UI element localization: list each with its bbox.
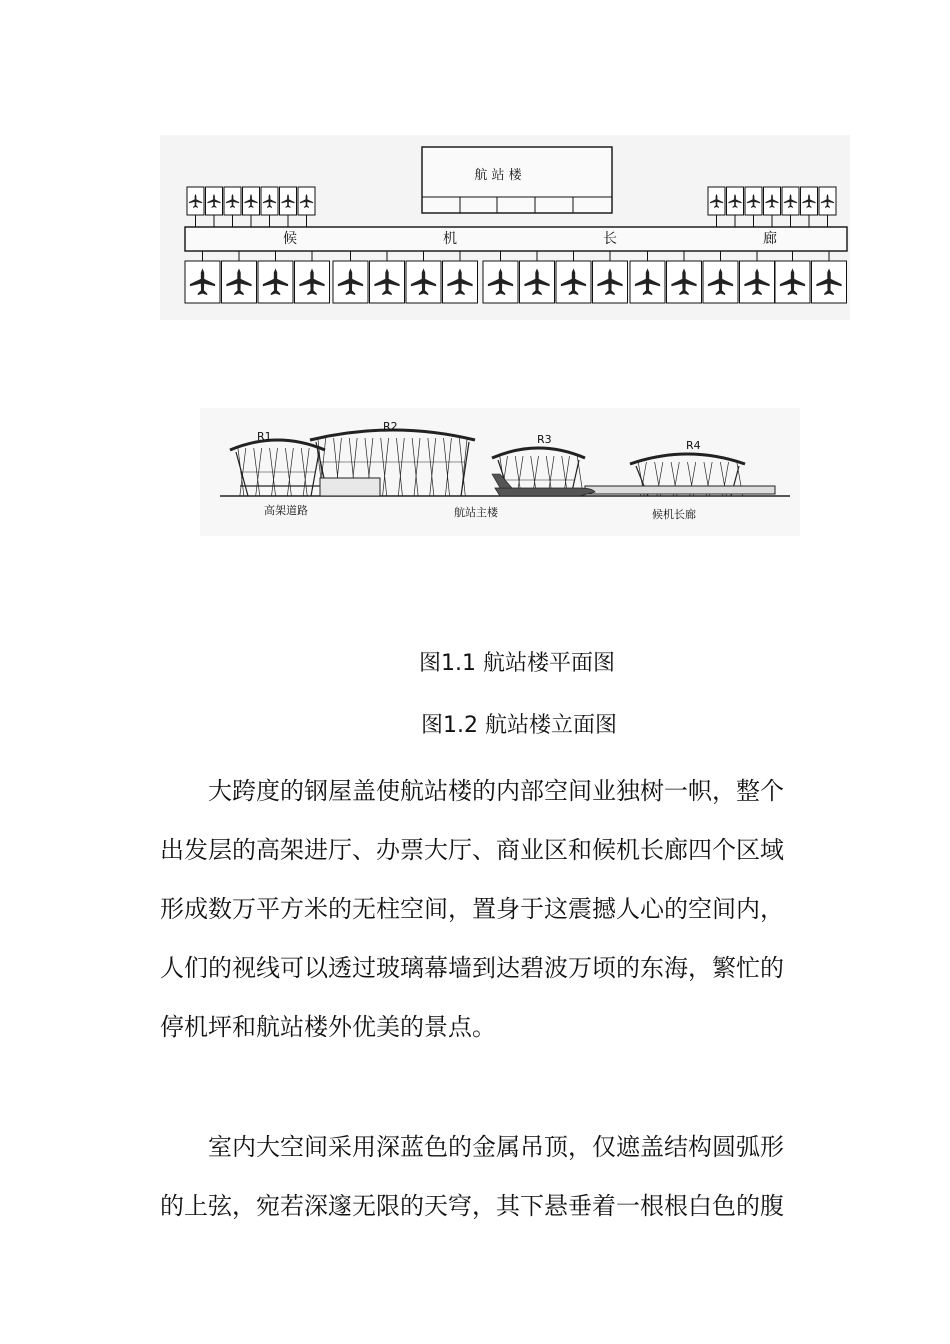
roof-label-r3: R3 (537, 433, 552, 446)
concourse-base (585, 486, 775, 494)
roof-label-r4: R4 (686, 439, 701, 452)
corridor-char-3: 长 (603, 231, 617, 247)
paragraph-line: 室内大空间采用深蓝色的金属吊顶，仅遮盖结构圆弧形 (208, 1133, 784, 1161)
terminal-plan-figure (160, 135, 850, 320)
corridor-char-2: 机 (443, 231, 457, 247)
paragraph-line: 人们的视线可以透过玻璃幕墙到达碧波万顷的东海，繁忙的 (160, 954, 784, 982)
podium-block (320, 478, 380, 496)
corridor-char-4: 廊 (763, 231, 777, 247)
corridor-char-1: 候 (283, 231, 297, 247)
paragraph-line: 大跨度的钢屋盖使航站楼的内部空间业独树一帜，整个 (208, 777, 784, 805)
body-paragraph-2 (160, 1118, 832, 1236)
roof-label-r2: R2 (383, 420, 398, 433)
paragraph-line: 停机坪和航站楼外优美的景点。 (160, 1013, 496, 1041)
paragraph-line: 形成数万平方米的无柱空间，置身于这震撼人心的空间内， (160, 895, 784, 923)
figure-caption-elevation: 图1.2 航站楼立面图 (421, 713, 617, 738)
paragraph-line: 出发层的高架进厅、办票大厅、商业区和候机长廊四个区域 (160, 836, 784, 864)
roof-r1-edge (236, 452, 248, 496)
section-label-corridor: 候机长廊 (652, 508, 696, 521)
aircraft-tail (492, 474, 512, 488)
section-label-main-hall: 航站主楼 (454, 506, 498, 519)
roof-r1-edge (311, 452, 319, 496)
section-label-viaduct: 高架道路 (264, 504, 308, 517)
aircraft-silhouette (495, 488, 595, 496)
body-paragraph-1 (160, 762, 832, 1057)
terminal-elevation-figure (200, 408, 800, 536)
figure-caption-plan: 图1.1 航站楼平面图 (419, 651, 615, 676)
paragraph-line: 的上弦，宛若深邃无限的天穹，其下悬垂着一根根白色的腹 (160, 1192, 784, 1220)
terminal-label: 航 站 楼 (474, 168, 522, 183)
roof-label-r1: R1 (257, 430, 272, 443)
